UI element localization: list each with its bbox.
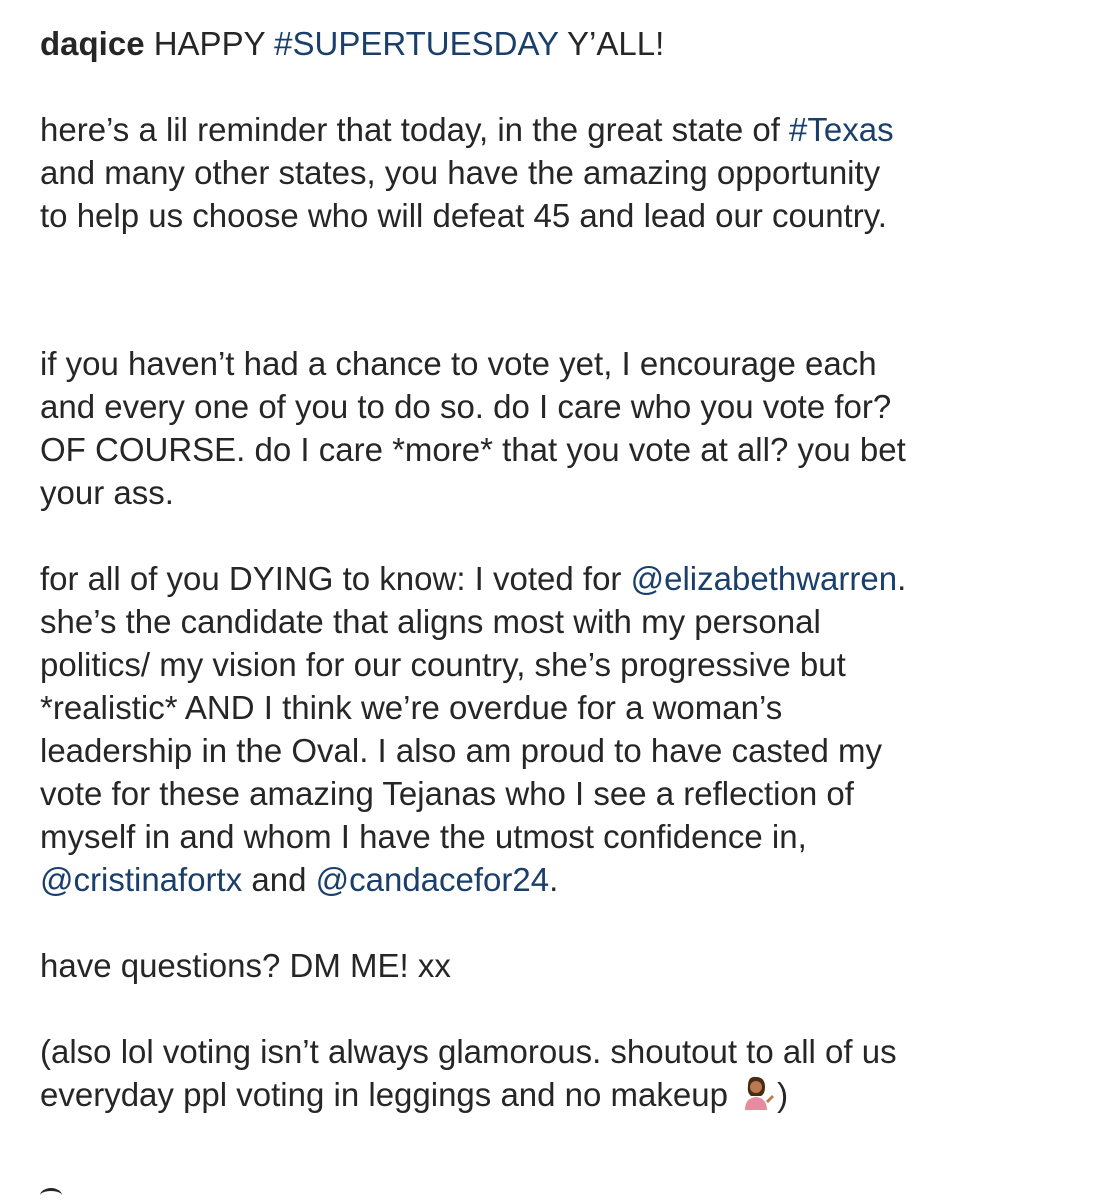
caption-line: and many other states, you have the amazing opportunity	[40, 154, 881, 191]
hashtag-texas-link[interactable]: #Texas	[789, 111, 894, 148]
post-caption	[40, 22, 1080, 1116]
caption-line: *realistic* AND I think we’re overdue for a woman’s	[40, 689, 783, 726]
clipped-glyph	[40, 1188, 62, 1203]
caption-text: everyday ppl voting in leggings and no makeup	[40, 1076, 728, 1113]
mention-elizabethwarren-link[interactable]: @elizabethwarren	[630, 560, 898, 597]
caption-line: if you haven’t had a chance to vote yet, I encourage each	[40, 345, 877, 382]
caption-line: politics/ my vision for our country, she’s progressive but	[40, 646, 846, 683]
caption-text: .	[549, 861, 559, 898]
caption-line: (also lol voting isn’t always glamorous. shoutout to all of us	[40, 1033, 897, 1070]
caption-line: vote for these amazing Tejanas who I see a reflection of	[40, 775, 854, 812]
hashtag-supertuesday-link[interactable]: #SUPERTUESDAY	[274, 25, 559, 62]
username-link[interactable]: daqice	[40, 25, 145, 62]
caption-line: to help us choose who will defeat 45 and lead our country.	[40, 197, 887, 234]
caption-line: she’s the candidate that aligns most with my personal	[40, 603, 821, 640]
caption-text: for all of you DYING to know: I voted for	[40, 560, 622, 597]
caption-line: OF COURSE. do I care *more* that you vote at all? you bet	[40, 431, 906, 468]
caption-text: here’s a lil reminder that today, in the great state of	[40, 111, 780, 148]
caption-line: have questions? DM ME! xx	[40, 947, 451, 984]
mention-candacefor24-link[interactable]: @candacefor24	[315, 861, 550, 898]
caption-line	[40, 858, 1080, 901]
caption-text: and	[251, 861, 307, 898]
caption-line	[40, 108, 1080, 151]
mention-cristinafortx-link[interactable]: @cristinafortx	[40, 861, 243, 898]
caption-line: leadership in the Oval. I also am proud to have casted my	[40, 732, 882, 769]
caption-text: )	[777, 1076, 789, 1113]
caption-text: .	[897, 560, 907, 597]
caption-line: your ass.	[40, 474, 174, 511]
caption-line	[40, 1073, 1080, 1116]
caption-line: myself in and whom I have the utmost confidence in,	[40, 818, 807, 855]
caption-header-line	[40, 22, 1080, 65]
caption-line: and every one of you to do so. do I care who you vote for?	[40, 388, 892, 425]
woman-tipping-hand-icon	[739, 1076, 775, 1112]
caption-text: Y’ALL!	[567, 25, 665, 62]
caption-line	[40, 557, 1080, 600]
caption-text: HAPPY	[153, 25, 265, 62]
